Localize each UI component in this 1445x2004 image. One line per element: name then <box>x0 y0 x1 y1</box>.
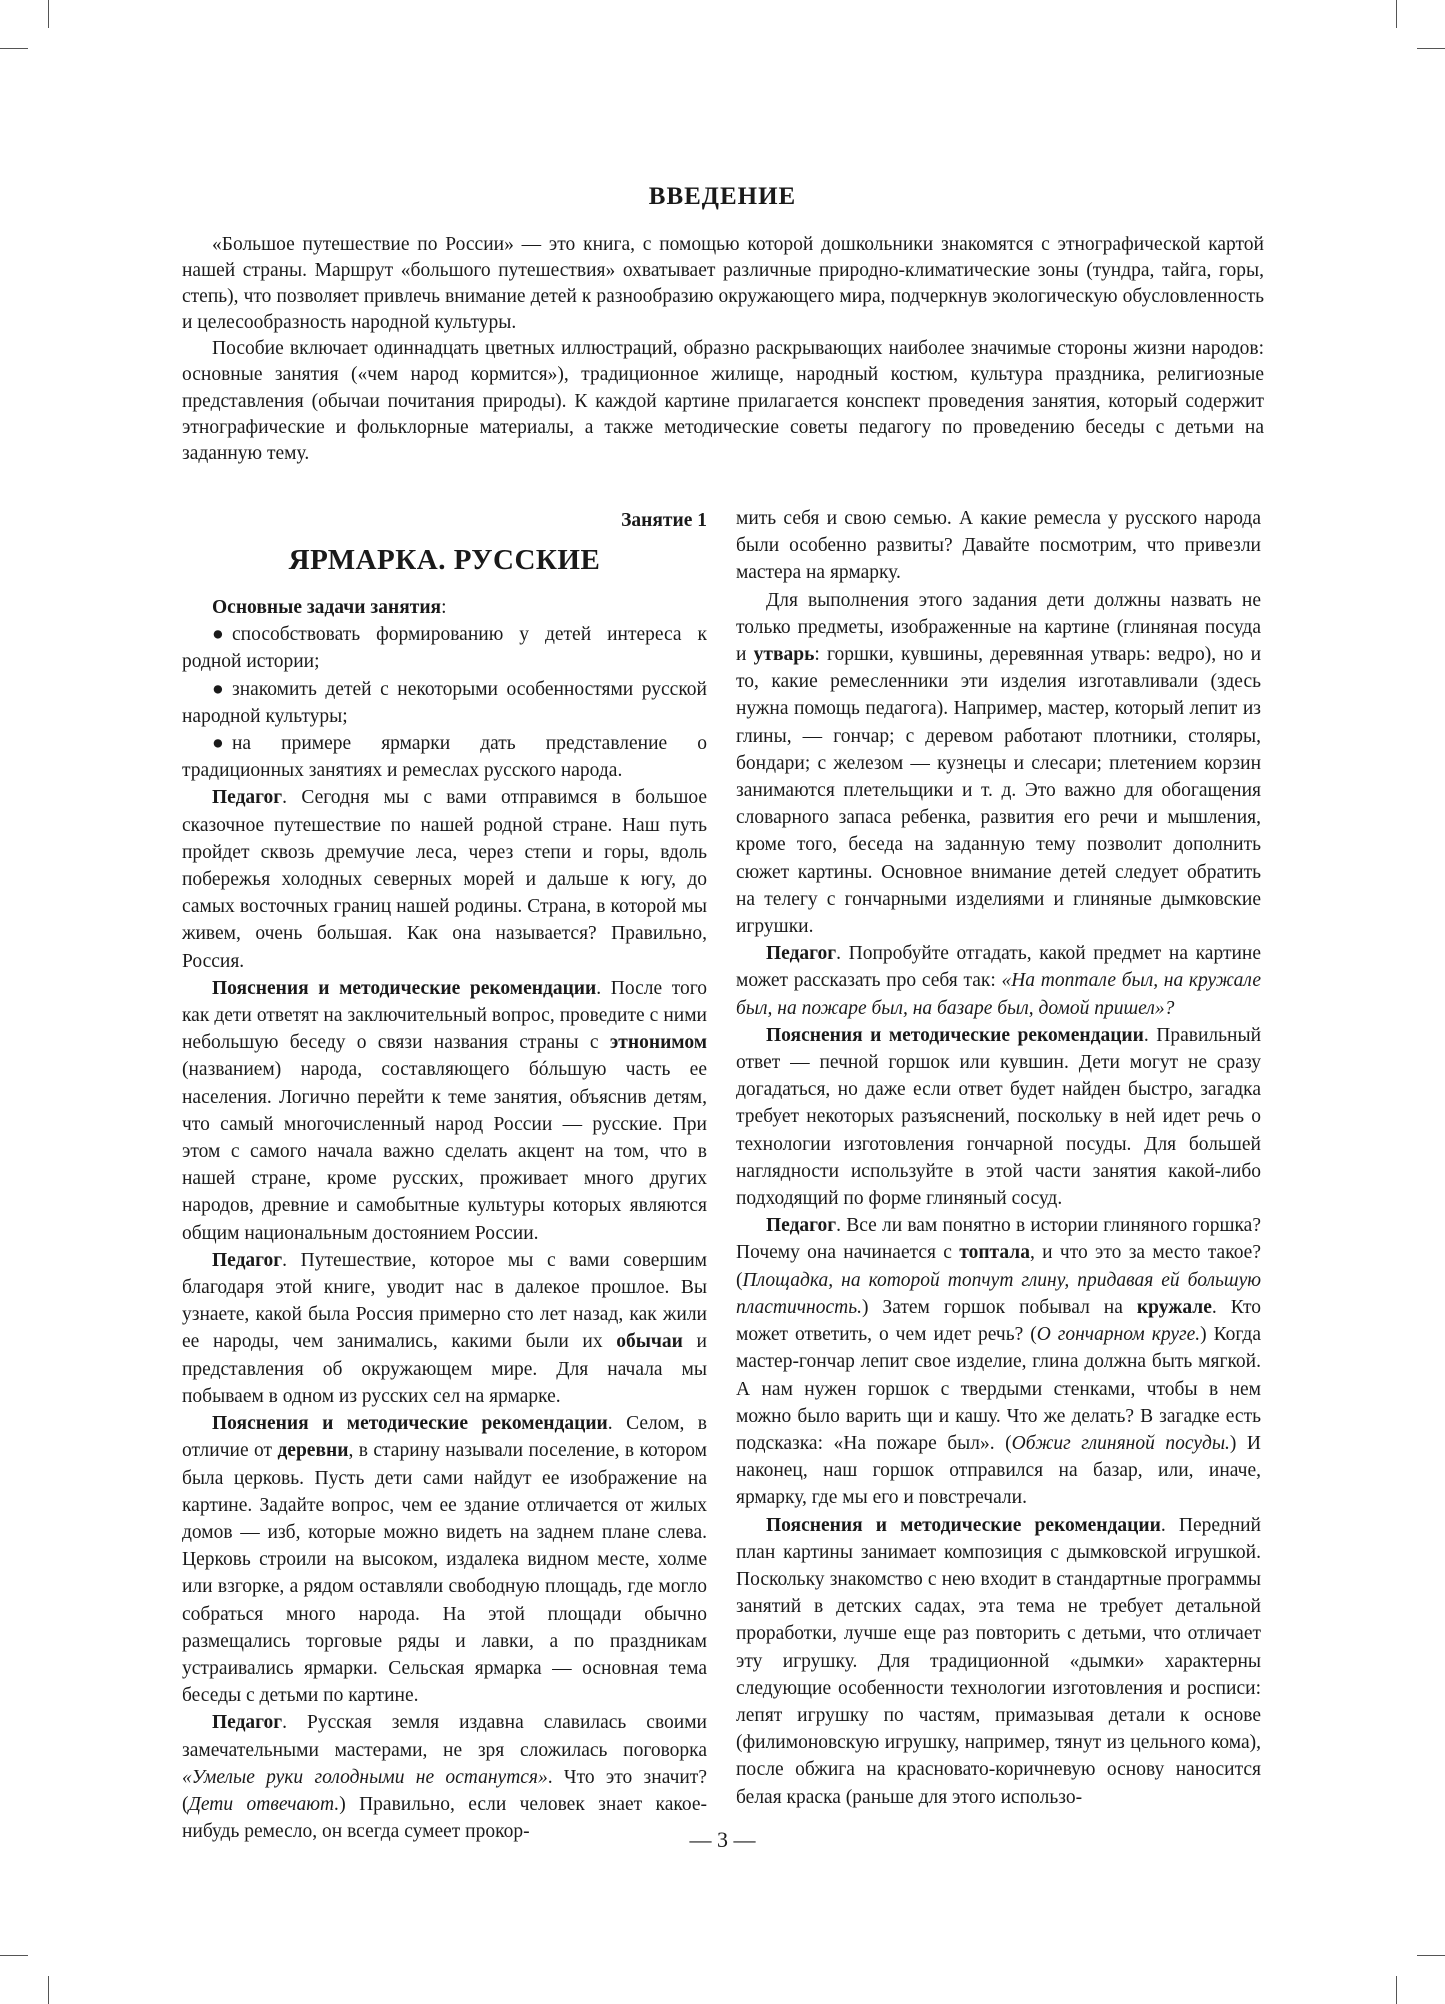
bullet-icon: ● <box>212 624 224 646</box>
body-paragraph: Педагог. Сегодня мы с вами отправимся в большое сказочное путешествие по нашей родной стране. Наш путь пройдет сквозь дремучие леса, через степи и горы, вдоль побережья холодных северных морей и дальше к югу, до самых восточных границ нашей родины. Страна, в которой мы живем, очень большая. Как она называется? Правильно, Россия. <box>182 787 707 972</box>
crop-mark <box>48 1976 49 2004</box>
tasks-heading: Основные задачи занятия <box>212 597 442 618</box>
crop-mark <box>0 48 28 49</box>
speaker-label: Педагог <box>766 943 837 965</box>
speaker-label: Педагог <box>766 1215 837 1237</box>
body-paragraph: мить себя и свою семью. А какие ремесла у русского народа были особенно развиты? Давайте посмотрим, что привезли мастера на ярмарку. <box>736 508 1261 584</box>
term: этнонимом <box>609 1032 707 1054</box>
speaker-label: Педагог <box>212 1712 283 1734</box>
body-paragraph: Пояснения и методические рекомендации. Передний план картины занимает композиция с дымковской игрушкой. Поскольку знакомство с нею входит в стандартные программы занятий в детских садах, эта тема не требует детальной проработки, лучше еще раз повторить с детьми, что отличает эту игрушку. Для традиционной «дымки» характерны следующие особенности технологии изготовления и росписи: лепят игрушку по частям, примазывая детали к основе (филимоновскую игрушку, например, тянут из цельного кома), после обжига на красновато-коричневую основу наносится белая краска (раньше для этого использо- <box>736 1514 1261 1808</box>
tasks-heading-paragraph: Основные задачи занятия: <box>212 597 447 618</box>
intro-title: ВВЕДЕНИЕ <box>648 183 797 210</box>
body-paragraph: Педагог. Русская земля издавна славилась своими замечательными мастерами, не зря сложилась поговорка «Умелые руки голодными не останутся». Что это значит? (Дети отвечают.) Правильно, если человек знает какое-нибудь ремесло, он всегда сумеет прокор- <box>182 1712 707 1843</box>
crop-mark <box>1396 0 1397 28</box>
note-label: Пояснения и методические рекомендации <box>766 1514 1161 1536</box>
body-paragraph: Пояснения и методические рекомендации. После того как дети ответят на заключительный вопрос, проведите с ними небольшую беседу о связи названия страны с этнонимом (названием) народа, составляющего бóльшую часть ее населения. Логично перейти к теме занятия, объяснив детям, что самый многочисленный народ России — русские. При этом с самого начала важно сделать акцент на том, что в нашей стране, кроме русских, проживает много других народов, древние и самобытные культуры которых являются общим национальным достоянием России. <box>182 977 707 1244</box>
term: топтала <box>959 1242 1030 1264</box>
left-column <box>182 505 707 1845</box>
proverb: «Умелые руки голодными не останутся» <box>182 1766 548 1788</box>
body-paragraph: Педагог. Все ли вам понятно в истории глиняного горшка? Почему она начинается с топтала, и что это за место такое? (Площадка, на которой топчут глину, придавая ей большую пластичность.) Затем горшок побывал на кружале. Кто может ответить, о чем идет речь? (О гончарном круге.) Когда мастер-гончар лепит свое изделие, глина должна быть мягкой. А нам нужен горшок с твердыми стенками, чтобы в нем можно было варить щи и кашу. Что же делать? В загадке есть подсказка: «На пожаре был». (Обжиг глиняной посуды.) И наконец, наш горшок отправился на базар, или, иначе, ярмарку, где мы его и повстречали. <box>736 1215 1261 1509</box>
crop-mark <box>1417 48 1445 49</box>
note-label: Пояснения и методические рекомендации <box>212 977 597 999</box>
body-paragraph: Педагог. Попробуйте отгадать, какой предмет на картине может рассказать про себя так: «На топтале был, на кружале был, на пожаре был, на базаре был, домой пришел»? <box>736 943 1261 1019</box>
task-item: ● способствовать формированию у детей интереса к родной истории; <box>182 621 707 675</box>
task-item: ● знакомить детей с некоторыми особенностями русской народной культуры; <box>182 676 707 730</box>
note-label: Пояснения и методические рекомендации <box>212 1413 608 1435</box>
intro-paragraph: Пособие включает одиннадцать цветных иллюстраций, образно раскрывающих наиболее значимые стороны жизни народов: основные занятия («чем народ кормится»), традиционное жилище, народный костюм, культура праздника, религиозные представления (обычаи почитания природы). К каждой картине прилагается конспект проведения занятия, который содержит этнографические и фольклорные материалы, а также методические советы педагогу по проведению беседы с детьми на заданную тему. <box>182 338 1264 464</box>
term: обычаи <box>616 1331 683 1353</box>
riddle: «На топтале был, на кружале был, на пожаре был, на базаре был, домой пришел»? <box>736 970 1261 1019</box>
crop-mark <box>1396 1976 1397 2004</box>
body-paragraph: Пояснения и методические рекомендации. Правильный ответ — печной горшок или кувшин. Дети могут не сразу догадаться, но даже если ответ будет найден быстро, загадка требует некоторых разъяснений, поскольку в ней идет речь о технологии изготовления гончарной посуды. Для большей наглядности используйте в этой части занятия какой-либо подходящий по форме глиняный сосуд. <box>736 1024 1262 1210</box>
crop-mark <box>48 0 49 28</box>
bullet-icon: ● <box>212 678 224 700</box>
right-column <box>736 505 1261 1811</box>
lesson-title: ЯРМАРКА. РУССКИЕ <box>288 544 601 576</box>
lesson-number: Занятие 1 <box>621 510 707 531</box>
speaker-label: Педагог <box>212 787 283 809</box>
body-paragraph: Педагог. Путешествие, которое мы с вами совершим благодаря этой книге, уводит нас в далекое прошлое. Вы узнаете, какой была Россия примерно сто лет назад, как жили ее народы, чем занимались, какими были их обычаи и представления об окружающем мире. Для начала мы побываем в одном из русских сел на ярмарке. <box>182 1249 707 1407</box>
term: утварь <box>753 644 815 666</box>
body-paragraph: Пояснения и методические рекомендации. Селом, в отличие от деревни, в старину называли поселение, в котором была церковь. Пусть дети сами найдут ее изображение на картине. Задайте вопрос, чем ее здание отличается от жилых домов — изб, которые можно видеть на заднем плане слева. Церковь строили на высоком, издалека видном месте, холме или взгорке, а рядом оставляли свободную площадь, где могло собраться много народа. На этой площади обычно размещались торговые ряды и лавки, а по праздникам устраивались ярмарки. Сельская ярмарка — основная тема беседы с детьми по картине. <box>182 1413 707 1707</box>
term: кружале <box>1136 1296 1212 1318</box>
term: деревни <box>277 1440 349 1462</box>
body-paragraph: Для выполнения этого задания дети должны назвать не только предметы, изображенные на картине (глиняная посуда и утварь: горшки, кувшины, деревянная утварь: ведро), но и то, какие ремесленники эти изделия изготавливали (здесь нужна помощь педагога). Например, мастер, который лепит из глины, — гончар; с деревом работают плотники, столяры, бондари; с железом — кузнецы и слесари; плетением корзин занимаются плетельщики и т. д. Это важно для обогащения словарного запаса ребенка, развития его речи и мышления, кроме того, беседа на заданную тему позволит дополнить сюжет картины. Основное внимание детей следует обратить на телегу с гончарными изделиями и глиняные дымковские игрушки. <box>736 589 1262 938</box>
intro-text <box>182 232 1264 467</box>
speaker-label: Педагог <box>212 1249 283 1271</box>
intro-paragraph: «Большое путешествие по России» — это книга, с помощью которой дошкольники знакомятся с этнографической картой нашей страны. Маршрут «большого путешествия» охватывает различные природно-климатические зоны (тундра, тайга, горы, степь), что позволяет привлечь внимание детей к разнообразию окружающего мира, подчеркнув экологическую обусловленность и целесообразность народной культуры. <box>182 234 1264 334</box>
crop-mark <box>0 1955 28 1956</box>
crop-mark <box>1417 1955 1445 1956</box>
bullet-icon: ● <box>212 733 224 755</box>
task-item: ● на примере ярмарки дать представление о традиционных занятиях и ремеслах русского народа. <box>182 730 707 784</box>
page-number: — 3 — <box>689 1827 756 1852</box>
note-label: Пояснения и методические рекомендации <box>766 1024 1144 1046</box>
